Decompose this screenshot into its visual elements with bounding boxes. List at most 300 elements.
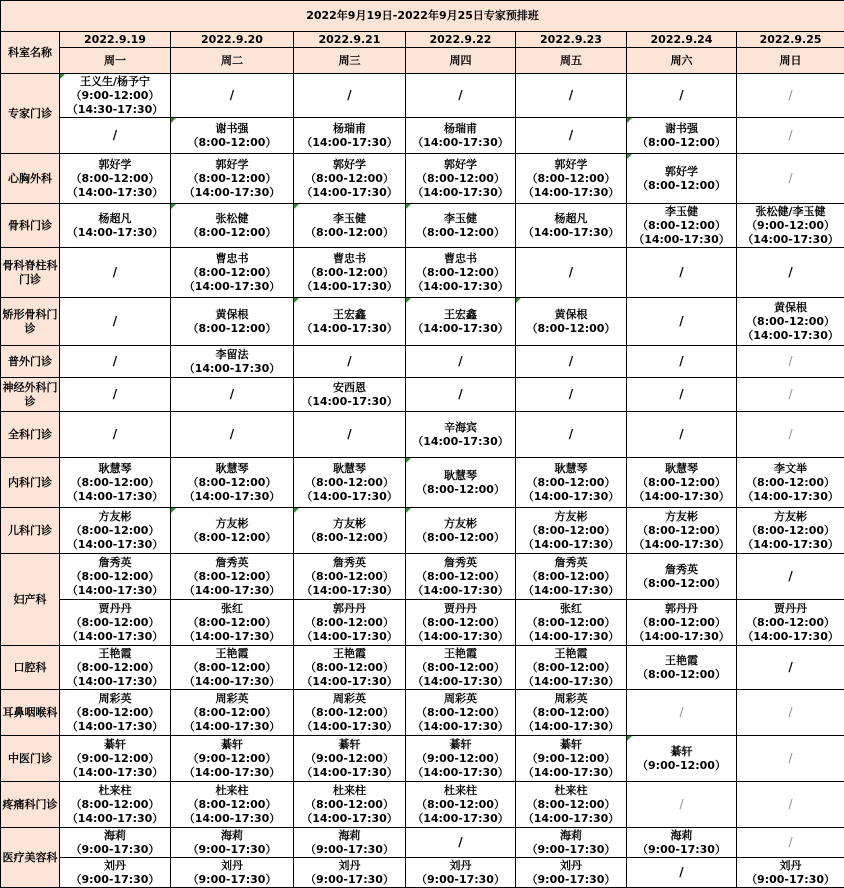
schedule-cell <box>60 74 171 118</box>
schedule-cell <box>627 412 737 458</box>
clinic-hours: （8:00-12:00） <box>294 570 405 584</box>
schedule-row <box>1 118 844 154</box>
doctor-name: 郭丹丹 <box>627 602 736 616</box>
schedule-cell <box>516 690 627 736</box>
schedule-cell <box>406 298 516 346</box>
clinic-hours: （14:00-17:30） <box>60 630 170 644</box>
clinic-hours: （14:00-17:30） <box>406 720 515 734</box>
clinic-hours: （8:00-12:00） <box>627 219 736 233</box>
schedule-cell <box>171 412 294 458</box>
doctor-name: 贾丹丹 <box>60 602 170 616</box>
schedule-row <box>1 458 844 508</box>
doctor-name: 方友彬 <box>516 510 626 524</box>
clinic-hours: （8:00-12:00） <box>294 616 405 630</box>
no-clinic-mark: / <box>789 171 793 185</box>
clinic-hours: （8:00-12:00） <box>406 706 515 720</box>
no-clinic-mark: / <box>569 387 573 401</box>
schedule-cell <box>737 154 844 204</box>
doctor-name: 杨瑞甫 <box>294 122 405 136</box>
clinic-hours: （14:00-17:30） <box>171 766 293 780</box>
schedule-cell <box>294 204 406 248</box>
schedule-cell <box>406 646 516 690</box>
doctor-name: 方友彬 <box>60 510 170 524</box>
schedule-cell <box>627 736 737 782</box>
no-clinic-mark: / <box>113 387 117 401</box>
dept-name: 矫形骨科门诊 <box>1 298 60 346</box>
clinic-hours: （14:00-17:30） <box>294 186 405 200</box>
schedule-cell <box>406 690 516 736</box>
doctor-name: 周彩英 <box>294 692 405 706</box>
schedule-cell <box>406 508 516 554</box>
schedule-cell <box>60 458 171 508</box>
doctor-name: 詹秀英 <box>627 563 736 577</box>
dept-name: 专家门诊 <box>1 74 60 154</box>
schedule-cell <box>406 204 516 248</box>
doctor-name: 郭好学 <box>171 158 293 172</box>
clinic-hours: （8:00-12:00） <box>627 616 736 630</box>
clinic-hours: （9:00-17:30） <box>627 843 736 857</box>
doctor-name: 周彩英 <box>516 692 626 706</box>
schedule-cell <box>516 248 627 298</box>
schedule-cell <box>516 782 627 828</box>
schedule-cell <box>294 346 406 378</box>
schedule-row <box>1 154 844 204</box>
clinic-hours: （14:00-17:30） <box>294 136 405 150</box>
clinic-hours: （8:00-12:00） <box>60 661 170 675</box>
doctor-name: 海莉 <box>516 829 626 843</box>
schedule-cell <box>627 118 737 154</box>
schedule-cell <box>406 118 516 154</box>
doctor-name: 王艳霞 <box>294 647 405 661</box>
schedule-cell <box>294 412 406 458</box>
schedule-cell <box>737 690 844 736</box>
doctor-name: 王艳霞 <box>516 647 626 661</box>
clinic-hours: （8:00-12:00） <box>627 476 736 490</box>
doctor-name: 綦轩 <box>171 738 293 752</box>
schedule-cell <box>627 554 737 600</box>
weekday-header: 周二 <box>171 48 294 74</box>
clinic-hours: （9:00-17:30） <box>294 873 405 887</box>
schedule-cell <box>406 554 516 600</box>
clinic-hours: （14:00-17:30） <box>171 720 293 734</box>
weekday-header: 周一 <box>60 48 171 74</box>
schedule-cell <box>516 646 627 690</box>
clinic-hours: （9:00-12:00） <box>627 759 736 773</box>
clinic-hours: （8:00-12:00） <box>171 531 293 545</box>
schedule-row <box>1 346 844 378</box>
doctor-name: 安西恩 <box>294 381 405 395</box>
schedule-cell <box>171 378 294 412</box>
schedule-row <box>1 378 844 412</box>
schedule-cell <box>627 646 737 690</box>
doctor-name: 郭好学 <box>516 158 626 172</box>
clinic-hours: （14:00-17:30） <box>516 538 626 552</box>
no-clinic-mark: / <box>679 354 683 368</box>
schedule-cell <box>516 600 627 646</box>
clinic-hours: （14:00-17:30） <box>516 584 626 598</box>
clinic-hours: （8:00-12:00） <box>60 616 170 630</box>
schedule-cell <box>516 118 627 154</box>
no-clinic-mark: / <box>230 427 234 441</box>
schedule-cell <box>60 204 171 248</box>
clinic-hours: （9:00-12:00） <box>737 219 844 233</box>
clinic-hours: （14:00-17:30） <box>60 720 170 734</box>
doctor-name: 耿慧琴 <box>516 462 626 476</box>
schedule-cell <box>406 736 516 782</box>
doctor-name: 郭好学 <box>406 158 515 172</box>
no-clinic-mark: / <box>569 354 573 368</box>
doctor-name: 耿慧琴 <box>627 462 736 476</box>
schedule-cell <box>627 600 737 646</box>
clinic-hours: （9:00-12:00） <box>516 752 626 766</box>
doctor-name: 李玉健 <box>627 205 736 219</box>
clinic-hours: （8:00-12:00） <box>171 661 293 675</box>
no-clinic-mark: / <box>679 797 683 811</box>
clinic-hours: （14:00-17:30） <box>171 362 293 376</box>
no-clinic-mark: / <box>347 354 351 368</box>
doctor-name: 曹忠书 <box>406 252 515 266</box>
doctor-name: 杜来柱 <box>406 784 515 798</box>
clinic-hours: （8:00-12:00） <box>294 706 405 720</box>
clinic-hours: （8:00-12:00） <box>627 179 736 193</box>
doctor-name: 王宏鑫 <box>406 308 515 322</box>
no-clinic-mark: / <box>679 314 683 328</box>
doctor-name: 王义生/杨予宁 <box>60 75 170 89</box>
doctor-name: 耿慧琴 <box>294 462 405 476</box>
dept-name: 耳鼻咽喉科 <box>1 690 60 736</box>
schedule-cell <box>294 508 406 554</box>
schedule-cell <box>294 74 406 118</box>
clinic-hours: （8:00-12:00） <box>60 706 170 720</box>
clinic-hours: （14:00-17:30） <box>516 675 626 689</box>
schedule-cell <box>627 154 737 204</box>
doctor-name: 杜来柱 <box>171 784 293 798</box>
doctor-name: 方友彬 <box>737 510 844 524</box>
schedule-cell <box>627 346 737 378</box>
clinic-hours: （14:00-17:30） <box>737 630 844 644</box>
clinic-hours: （8:00-12:00） <box>516 476 626 490</box>
clinic-hours: （14:00-17:30） <box>737 233 844 247</box>
schedule-cell <box>294 736 406 782</box>
weekday-row <box>1 48 844 74</box>
doctor-name: 詹秀英 <box>171 556 293 570</box>
schedule-cell <box>171 508 294 554</box>
clinic-hours: （8:00-12:00） <box>171 706 293 720</box>
date-row <box>1 32 844 48</box>
no-clinic-mark: / <box>113 354 117 368</box>
date-header: 2022.9.25 <box>737 32 844 48</box>
clinic-hours: （14:00-17:30） <box>60 490 170 504</box>
dept-name: 全科门诊 <box>1 412 60 458</box>
doctor-name: 詹秀英 <box>406 556 515 570</box>
clinic-hours: （8:00-12:00） <box>60 172 170 186</box>
no-clinic-mark: / <box>458 387 462 401</box>
no-clinic-mark: / <box>347 427 351 441</box>
clinic-hours: （14:00-17:30） <box>294 766 405 780</box>
no-clinic-mark: / <box>679 865 683 879</box>
clinic-hours: （8:00-12:00） <box>294 226 405 240</box>
dept-name: 医疗美容科 <box>1 828 60 888</box>
clinic-hours: （14:00-17:30） <box>171 584 293 598</box>
schedule-cell <box>171 298 294 346</box>
schedule-row <box>1 782 844 828</box>
dept-name: 妇产科 <box>1 554 60 646</box>
schedule-cell <box>737 412 844 458</box>
clinic-hours: （8:00-12:00） <box>60 798 170 812</box>
schedule-cell <box>60 118 171 154</box>
clinic-hours: （14:00-17:30） <box>516 720 626 734</box>
schedule-cell <box>171 554 294 600</box>
no-clinic-mark: / <box>679 88 683 102</box>
schedule-cell <box>627 458 737 508</box>
clinic-hours: （14:00-17:30） <box>294 490 405 504</box>
clinic-hours: （8:00-12:00） <box>294 266 405 280</box>
schedule-cell <box>406 248 516 298</box>
clinic-hours: （8:00-12:00） <box>171 616 293 630</box>
schedule-cell <box>406 858 516 888</box>
schedule-cell <box>60 646 171 690</box>
schedule-cell <box>737 346 844 378</box>
no-clinic-mark: / <box>458 354 462 368</box>
schedule-cell <box>737 828 844 858</box>
schedule-cell <box>60 600 171 646</box>
clinic-hours: （8:00-12:00） <box>516 661 626 675</box>
clinic-hours: （8:00-12:00） <box>406 531 515 545</box>
no-clinic-mark: / <box>789 835 793 849</box>
doctor-name: 郭好学 <box>627 165 736 179</box>
schedule-row <box>1 554 844 600</box>
dept-name: 内科门诊 <box>1 458 60 508</box>
schedule-row <box>1 412 844 458</box>
clinic-hours: （14:30-17:30） <box>60 103 170 117</box>
title-row <box>1 1 844 32</box>
clinic-hours: （14:00-17:30） <box>406 280 515 294</box>
no-clinic-mark: / <box>113 265 117 279</box>
doctor-name: 綦轩 <box>406 738 515 752</box>
clinic-hours: （9:00-17:30） <box>171 873 293 887</box>
clinic-hours: （8:00-12:00） <box>737 524 844 538</box>
clinic-hours: （9:00-17:30） <box>516 843 626 857</box>
clinic-hours: （14:00-17:30） <box>294 812 405 826</box>
schedule-cell <box>516 554 627 600</box>
clinic-hours: （8:00-12:00） <box>516 706 626 720</box>
schedule-cell <box>294 378 406 412</box>
clinic-hours: （14:00-17:30） <box>406 435 515 449</box>
no-clinic-mark: / <box>789 128 793 142</box>
clinic-hours: （14:00-17:30） <box>60 766 170 780</box>
no-clinic-mark: / <box>113 314 117 328</box>
schedule-cell <box>737 600 844 646</box>
date-header: 2022.9.24 <box>627 32 737 48</box>
clinic-hours: （8:00-12:00） <box>294 661 405 675</box>
schedule-cell <box>516 458 627 508</box>
clinic-hours: （8:00-12:00） <box>171 172 293 186</box>
schedule-cell <box>406 782 516 828</box>
doctor-name: 王艳霞 <box>171 647 293 661</box>
clinic-hours: （14:00-17:30） <box>627 538 736 552</box>
doctor-name: 周彩英 <box>406 692 515 706</box>
schedule-cell <box>737 858 844 888</box>
schedule-cell <box>60 298 171 346</box>
no-clinic-mark: / <box>230 387 234 401</box>
clinic-hours: （8:00-12:00） <box>294 798 405 812</box>
dept-name: 神经外科门诊 <box>1 378 60 412</box>
no-clinic-mark: / <box>789 354 793 368</box>
clinic-hours: （9:00-17:30） <box>60 873 170 887</box>
no-clinic-mark: / <box>679 387 683 401</box>
clinic-hours: （14:00-17:30） <box>516 490 626 504</box>
clinic-hours: （14:00-17:30） <box>627 490 736 504</box>
schedule-cell <box>737 736 844 782</box>
weekday-header: 周三 <box>294 48 406 74</box>
clinic-hours: （8:00-12:00） <box>406 661 515 675</box>
clinic-hours: （8:00-12:00） <box>406 616 515 630</box>
doctor-name: 周彩英 <box>60 692 170 706</box>
doctor-name: 海莉 <box>171 829 293 843</box>
doctor-name: 李文举 <box>737 462 844 476</box>
clinic-hours: （8:00-12:00） <box>294 476 405 490</box>
clinic-hours: （14:00-17:30） <box>406 630 515 644</box>
clinic-hours: （8:00-12:00） <box>294 531 405 545</box>
clinic-hours: （8:00-12:00） <box>516 616 626 630</box>
clinic-hours: （8:00-12:00） <box>406 570 515 584</box>
doctor-name: 刘丹 <box>171 859 293 873</box>
clinic-hours: （14:00-17:30） <box>60 584 170 598</box>
no-clinic-mark: / <box>789 751 793 765</box>
schedule-cell <box>60 346 171 378</box>
clinic-hours: （9:00-17:30） <box>516 873 626 887</box>
schedule-cell <box>60 554 171 600</box>
doctor-name: 王艳霞 <box>60 647 170 661</box>
schedule-cell <box>171 458 294 508</box>
schedule-cell <box>294 154 406 204</box>
doctor-name: 郭好学 <box>294 158 405 172</box>
doctor-name: 李玉健 <box>406 212 515 226</box>
clinic-hours: （8:00-12:00） <box>627 136 736 150</box>
schedule-cell <box>627 508 737 554</box>
schedule-cell <box>294 828 406 858</box>
schedule-cell <box>294 646 406 690</box>
doctor-name: 王宏鑫 <box>294 308 405 322</box>
clinic-hours: （14:00-17:30） <box>406 186 515 200</box>
clinic-hours: （14:00-17:30） <box>516 630 626 644</box>
schedule-row <box>1 736 844 782</box>
clinic-hours: （8:00-12:00） <box>516 570 626 584</box>
clinic-hours: （14:00-17:30） <box>406 584 515 598</box>
schedule-cell <box>60 248 171 298</box>
schedule-cell <box>516 298 627 346</box>
no-clinic-mark: / <box>789 427 793 441</box>
schedule-cell <box>171 248 294 298</box>
no-clinic-mark: / <box>789 797 793 811</box>
doctor-name: 李玉健 <box>294 212 405 226</box>
doctor-name: 张松健 <box>171 212 293 226</box>
date-header: 2022.9.20 <box>171 32 294 48</box>
doctor-name: 黄保根 <box>516 308 626 322</box>
clinic-hours: （14:00-17:30） <box>294 280 405 294</box>
clinic-hours: （8:00-12:00） <box>516 524 626 538</box>
doctor-name: 刘丹 <box>406 859 515 873</box>
doctor-name: 张红 <box>516 602 626 616</box>
clinic-hours: （14:00-17:30） <box>406 812 515 826</box>
schedule-row <box>1 204 844 248</box>
clinic-hours: （8:00-12:00） <box>516 798 626 812</box>
clinic-hours: （9:00-17:30） <box>294 843 405 857</box>
doctor-name: 杨瑞甫 <box>406 122 515 136</box>
clinic-hours: （14:00-17:30） <box>294 630 405 644</box>
no-clinic-mark: / <box>230 88 234 102</box>
doctor-name: 周彩英 <box>171 692 293 706</box>
schedule-cell <box>171 690 294 736</box>
weekday-header: 周日 <box>737 48 844 74</box>
doctor-name: 耿慧琴 <box>171 462 293 476</box>
no-clinic-mark: / <box>569 265 573 279</box>
schedule-cell <box>516 828 627 858</box>
schedule-cell <box>627 858 737 888</box>
clinic-hours: （8:00-12:00） <box>627 524 736 538</box>
schedule-cell <box>60 412 171 458</box>
schedule-row <box>1 690 844 736</box>
clinic-hours: （14:00-17:30） <box>171 630 293 644</box>
clinic-hours: （9:00-12:00） <box>294 752 405 766</box>
schedule-cell <box>171 204 294 248</box>
clinic-hours: （14:00-17:30） <box>171 186 293 200</box>
doctor-name: 綦轩 <box>294 738 405 752</box>
clinic-hours: （14:00-17:30） <box>737 329 844 343</box>
clinic-hours: （14:00-17:30） <box>627 630 736 644</box>
schedule-row <box>1 248 844 298</box>
clinic-hours: （14:00-17:30） <box>171 280 293 294</box>
doctor-name: 詹秀英 <box>516 556 626 570</box>
schedule-cell <box>406 828 516 858</box>
schedule-cell <box>406 412 516 458</box>
schedule-cell <box>737 554 844 600</box>
doctor-name: 耿慧琴 <box>60 462 170 476</box>
no-clinic-mark: / <box>458 835 462 849</box>
clinic-hours: （8:00-12:00） <box>406 226 515 240</box>
doctor-name: 方友彬 <box>406 517 515 531</box>
schedule-cell <box>627 74 737 118</box>
doctor-name: 郭丹丹 <box>294 602 405 616</box>
doctor-name: 谢书强 <box>627 122 736 136</box>
weekday-header: 周五 <box>516 48 627 74</box>
schedule-cell <box>171 74 294 118</box>
doctor-name: 方友彬 <box>627 510 736 524</box>
schedule-cell <box>171 646 294 690</box>
clinic-hours: （8:00-12:00） <box>737 315 844 329</box>
dept-name: 中医门诊 <box>1 736 60 782</box>
schedule-cell <box>60 782 171 828</box>
schedule-cell <box>171 736 294 782</box>
clinic-hours: （14:00-17:30） <box>60 675 170 689</box>
no-clinic-mark: / <box>113 427 117 441</box>
clinic-hours: （8:00-12:00） <box>171 136 293 150</box>
schedule-cell <box>406 600 516 646</box>
doctor-name: 耿慧琴 <box>406 469 515 483</box>
schedule-cell <box>171 782 294 828</box>
schedule-cell <box>627 782 737 828</box>
clinic-hours: （9:00-12:00） <box>171 752 293 766</box>
clinic-hours: （9:00-12:00） <box>60 752 170 766</box>
schedule-row <box>1 74 844 118</box>
dept-header: 科室名称 <box>1 32 60 74</box>
dept-name: 心胸外科 <box>1 154 60 204</box>
clinic-hours: （14:00-17:30） <box>516 812 626 826</box>
clinic-hours: （9:00-17:30） <box>406 873 515 887</box>
clinic-hours: （14:00-17:30） <box>406 136 515 150</box>
doctor-name: 黄保根 <box>171 308 293 322</box>
schedule-cell <box>627 204 737 248</box>
